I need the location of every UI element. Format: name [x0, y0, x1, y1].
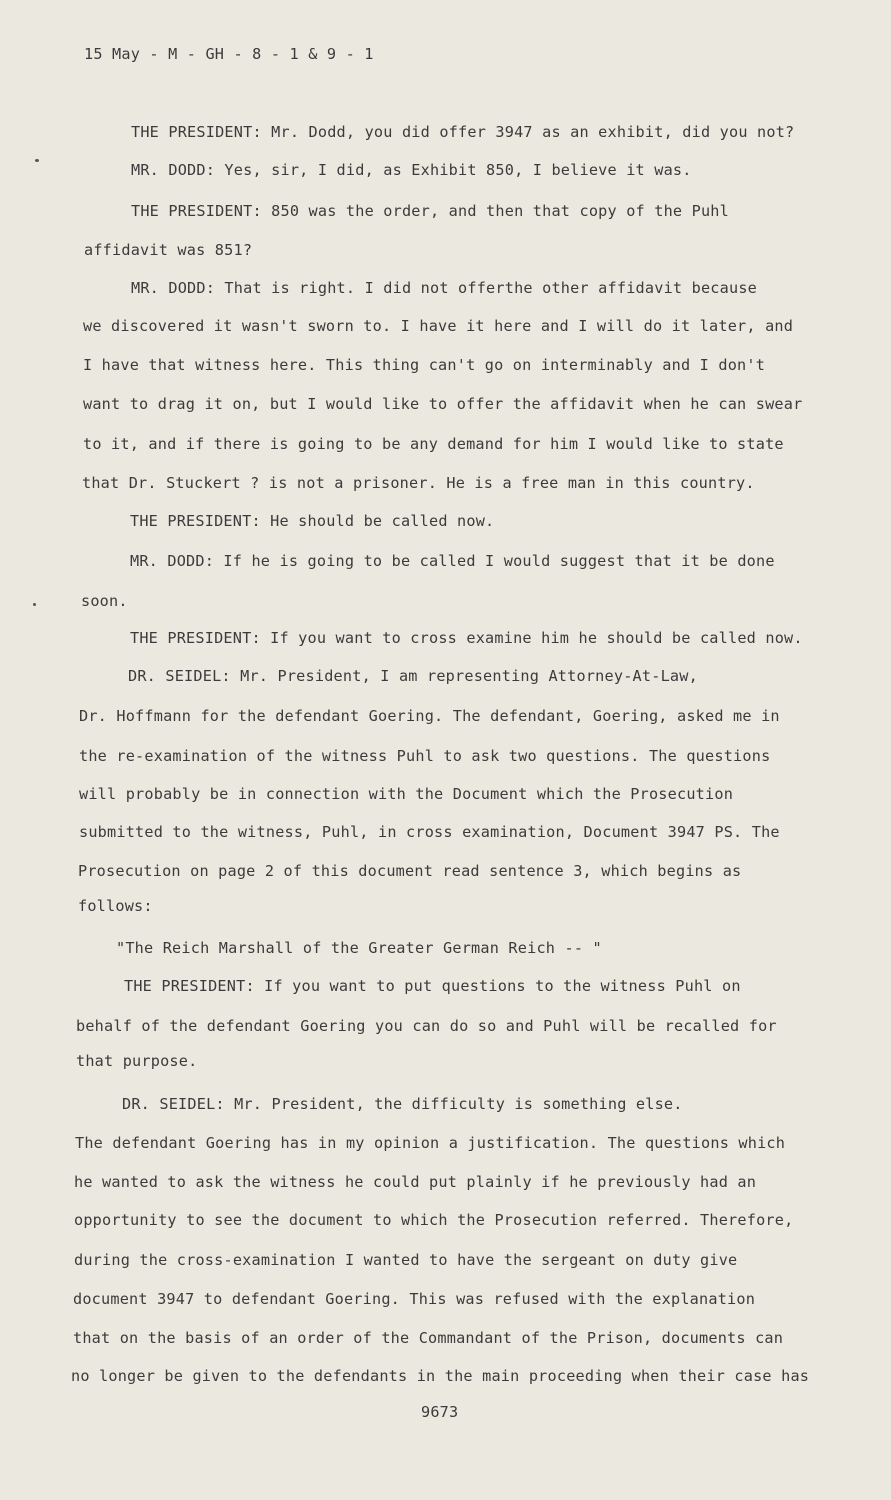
- text-line: I have that witness here. This thing can't go on interminably and I don't: [83, 356, 766, 374]
- text-line: THE PRESIDENT: If you want to cross examine him he should be called now.: [130, 629, 803, 647]
- text-line: MR. DODD: If he is going to be called I would suggest that it be done: [130, 552, 775, 570]
- text-line: that Dr. Stuckert ? is not a prisoner. He is a free man in this country.: [82, 474, 755, 492]
- text-line: Dr. Hoffmann for the defendant Goering. The defendant, Goering, asked me in: [79, 707, 780, 725]
- text-line: THE PRESIDENT: If you want to put questions to the witness Puhl on: [124, 977, 741, 995]
- text-line: he wanted to ask the witness he could put plainly if he previously had an: [74, 1173, 757, 1191]
- text-line: that on the basis of an order of the Commandant of the Prison, documents can: [73, 1329, 784, 1347]
- text-line: DR. SEIDEL: Mr. President, I am representing Attorney-At-Law,: [128, 667, 698, 685]
- quoted-text: "The Reich Marshall of the Greater German Reich -- ": [116, 939, 602, 957]
- text-line: want to drag it on, but I would like to offer the affidavit when he can swear: [83, 395, 803, 413]
- text-line: soon.: [81, 592, 128, 610]
- text-line: THE PRESIDENT: He should be called now.: [130, 512, 495, 530]
- text-line: THE PRESIDENT: 850 was the order, and then that copy of the Puhl: [131, 202, 729, 220]
- text-line: document 3947 to defendant Goering. This was refused with the explanation: [73, 1290, 756, 1308]
- page-number: 9673: [421, 1403, 459, 1421]
- text-line: submitted to the witness, Puhl, in cross examination, Document 3947 PS. The: [79, 823, 780, 841]
- text-line: no longer be given to the defendants in the main proceeding when their case has: [71, 1367, 810, 1385]
- text-line: opportunity to see the document to which the Prosecution referred. Therefore,: [74, 1211, 794, 1229]
- text-line: DR. SEIDEL: Mr. President, the difficulty is something else.: [122, 1095, 683, 1113]
- text-line: we discovered it wasn't sworn to. I have it here and I will do it later, and: [83, 317, 794, 335]
- text-line: THE PRESIDENT: Mr. Dodd, you did offer 3947 as an exhibit, did you not?: [131, 123, 795, 141]
- text-line: The defendant Goering has in my opinion a justification. The questions which: [75, 1134, 786, 1152]
- text-line: MR. DODD: Yes, sir, I did, as Exhibit 850, I believe it was.: [131, 161, 692, 179]
- text-line: behalf of the defendant Goering you can do so and Puhl will be recalled for: [76, 1017, 777, 1035]
- text-line: the re-examination of the witness Puhl to ask two questions. The questions: [79, 747, 771, 765]
- text-line: affidavit was 851?: [84, 241, 253, 259]
- ink-speck: [35, 159, 39, 162]
- ink-speck: [33, 603, 36, 606]
- text-line: that purpose.: [76, 1052, 198, 1070]
- page-header: 15 May - M - GH - 8 - 1 & 9 - 1: [84, 45, 374, 63]
- text-line: to it, and if there is going to be any demand for him I would like to state: [83, 435, 784, 453]
- text-line: during the cross-examination I wanted to have the sergeant on duty give: [74, 1251, 738, 1269]
- text-line: will probably be in connection with the Document which the Prosecution: [79, 785, 734, 803]
- text-line: Prosecution on page 2 of this document read sentence 3, which begins as: [78, 862, 742, 880]
- text-line: follows:: [78, 897, 153, 915]
- text-line: MR. DODD: That is right. I did not offerthe other affidavit because: [131, 279, 758, 297]
